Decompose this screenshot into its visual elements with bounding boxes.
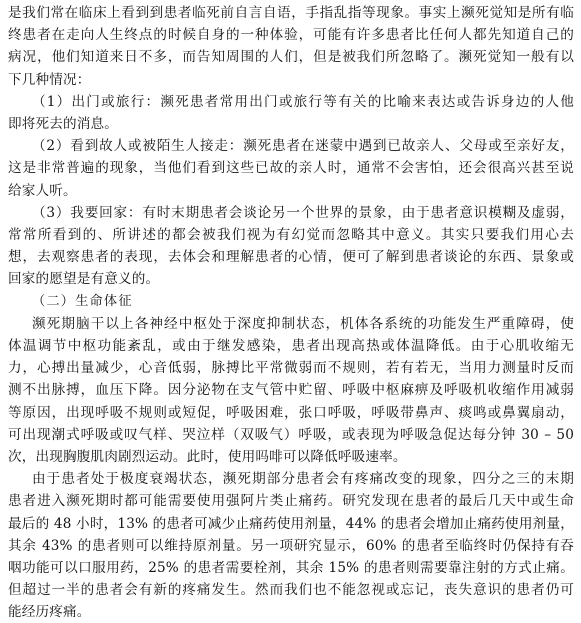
text-line: 咽功能可以口服用药，25% 的患者需要栓剂，其余 15% 的患者则需要靠注射的方式止痛。 (8, 560, 574, 576)
text-line: 其余 43% 的患者则可以维持原剂量。另一项研究显示，60% 的患者至临终时仍保持有吞 (8, 537, 574, 554)
text-line: 测不出脉搏，血压下降。因分泌物在支气管中贮留、呼吸中枢麻痹及呼吸机收缩作用减弱 (8, 382, 574, 399)
text-line: 回家的愿望是有意义的。 (8, 271, 160, 288)
text-line: （3）我要回家：有时末期患者会谈论另一个世界的景象，由于患者意识模糊及虚弱， (32, 204, 574, 221)
section-heading: （二）生命体征 (32, 293, 133, 309)
text-line: 能经历疼痛。 (8, 604, 91, 621)
text-line: 这是非常普遍的现象，当他们看到这些已故的亲人时，通常不会害怕，还会很高兴甚至说 (8, 160, 574, 177)
text-line: 由于患者处于极度衰竭状态，濒死期部分患者会有疼痛改变的现象，四分之三的末期 (32, 471, 574, 488)
text-line: 是我们常在临床上看到到患者临死前自言自语，手指乱指等现象。事实上濒死觉知是所有临 (8, 5, 574, 21)
text-line: 想，去观察患者的表现，去体会和理解患者的心情，便可了解到患者谈论的东西、景象或 (8, 249, 574, 266)
text-line: 常常所看到的、所讲述的都会被我们视为有幻觉而忽略其中意义。其实只要我们用心去 (8, 227, 574, 243)
text-line: 次，出现胸腹肌肉剧烈运动。此时，使用吗啡可以降低呼吸速率。 (8, 449, 407, 465)
text-line: 力，心搏出量减少，心音低弱，脉搏比平常微弱而不规则，若有若无，当用力测量时反而 (8, 360, 574, 377)
text-line: 濒死期脑干以上各神经中枢处于深度抑制状态，机体各系统的功能发生严重障碍，使 (32, 315, 574, 332)
text-line: 即将死去的消息。 (8, 116, 118, 132)
text-line: 最后的 48 小时，13% 的患者可减少止痛药使用剂量，44% 的患者会增加止痛药使用剂量， (8, 515, 574, 532)
text-line: 给家人听。 (8, 182, 77, 199)
text-line: 体温调节中枢功能紊乱，或由于继发感染，患者出现高热或体温降低。由于心肌收缩无 (8, 338, 574, 354)
text-line: （2）看到故人或被陌生人接走：濒死患者在迷蒙中遇到已故亲人、父母或至亲好友， (32, 138, 574, 155)
text-line: 但超过一半的患者会有新的疼痛发生。然而我们也不能忽视或忘记，丧失意识的患者仍可 (8, 582, 574, 599)
text-line: 可出现潮式呼吸或叹气样、哭泣样（双吸气）呼吸，或表现为呼吸急促达每分钟 30 – 50 (8, 426, 574, 443)
text-line: 下几种情况： (8, 71, 91, 88)
text-line: 病况，他们知道来日不多，而告知周围的人们，但是被我们所忽略了。濒死觉知一般有以 (8, 49, 574, 66)
text-line: （1）出门或旅行：濒死患者常用出门或旅行等有关的比喻来表达或告诉身边的人他 (32, 93, 574, 110)
text-line: 等原因，出现呼吸不规则或短促，呼吸困难，张口呼吸，呼吸带鼻声、痰鸣或鼻翼扇动， (8, 404, 574, 421)
text-line: 终患者在走向人生终点的时候自身的一种体验，可能有许多患者比任何人都先知道自己的 (8, 27, 574, 44)
text-line: 患者进入濒死期时都可能需要使用强阿片类止痛药。研究发现在患者的最后几天中或生命 (8, 493, 574, 510)
